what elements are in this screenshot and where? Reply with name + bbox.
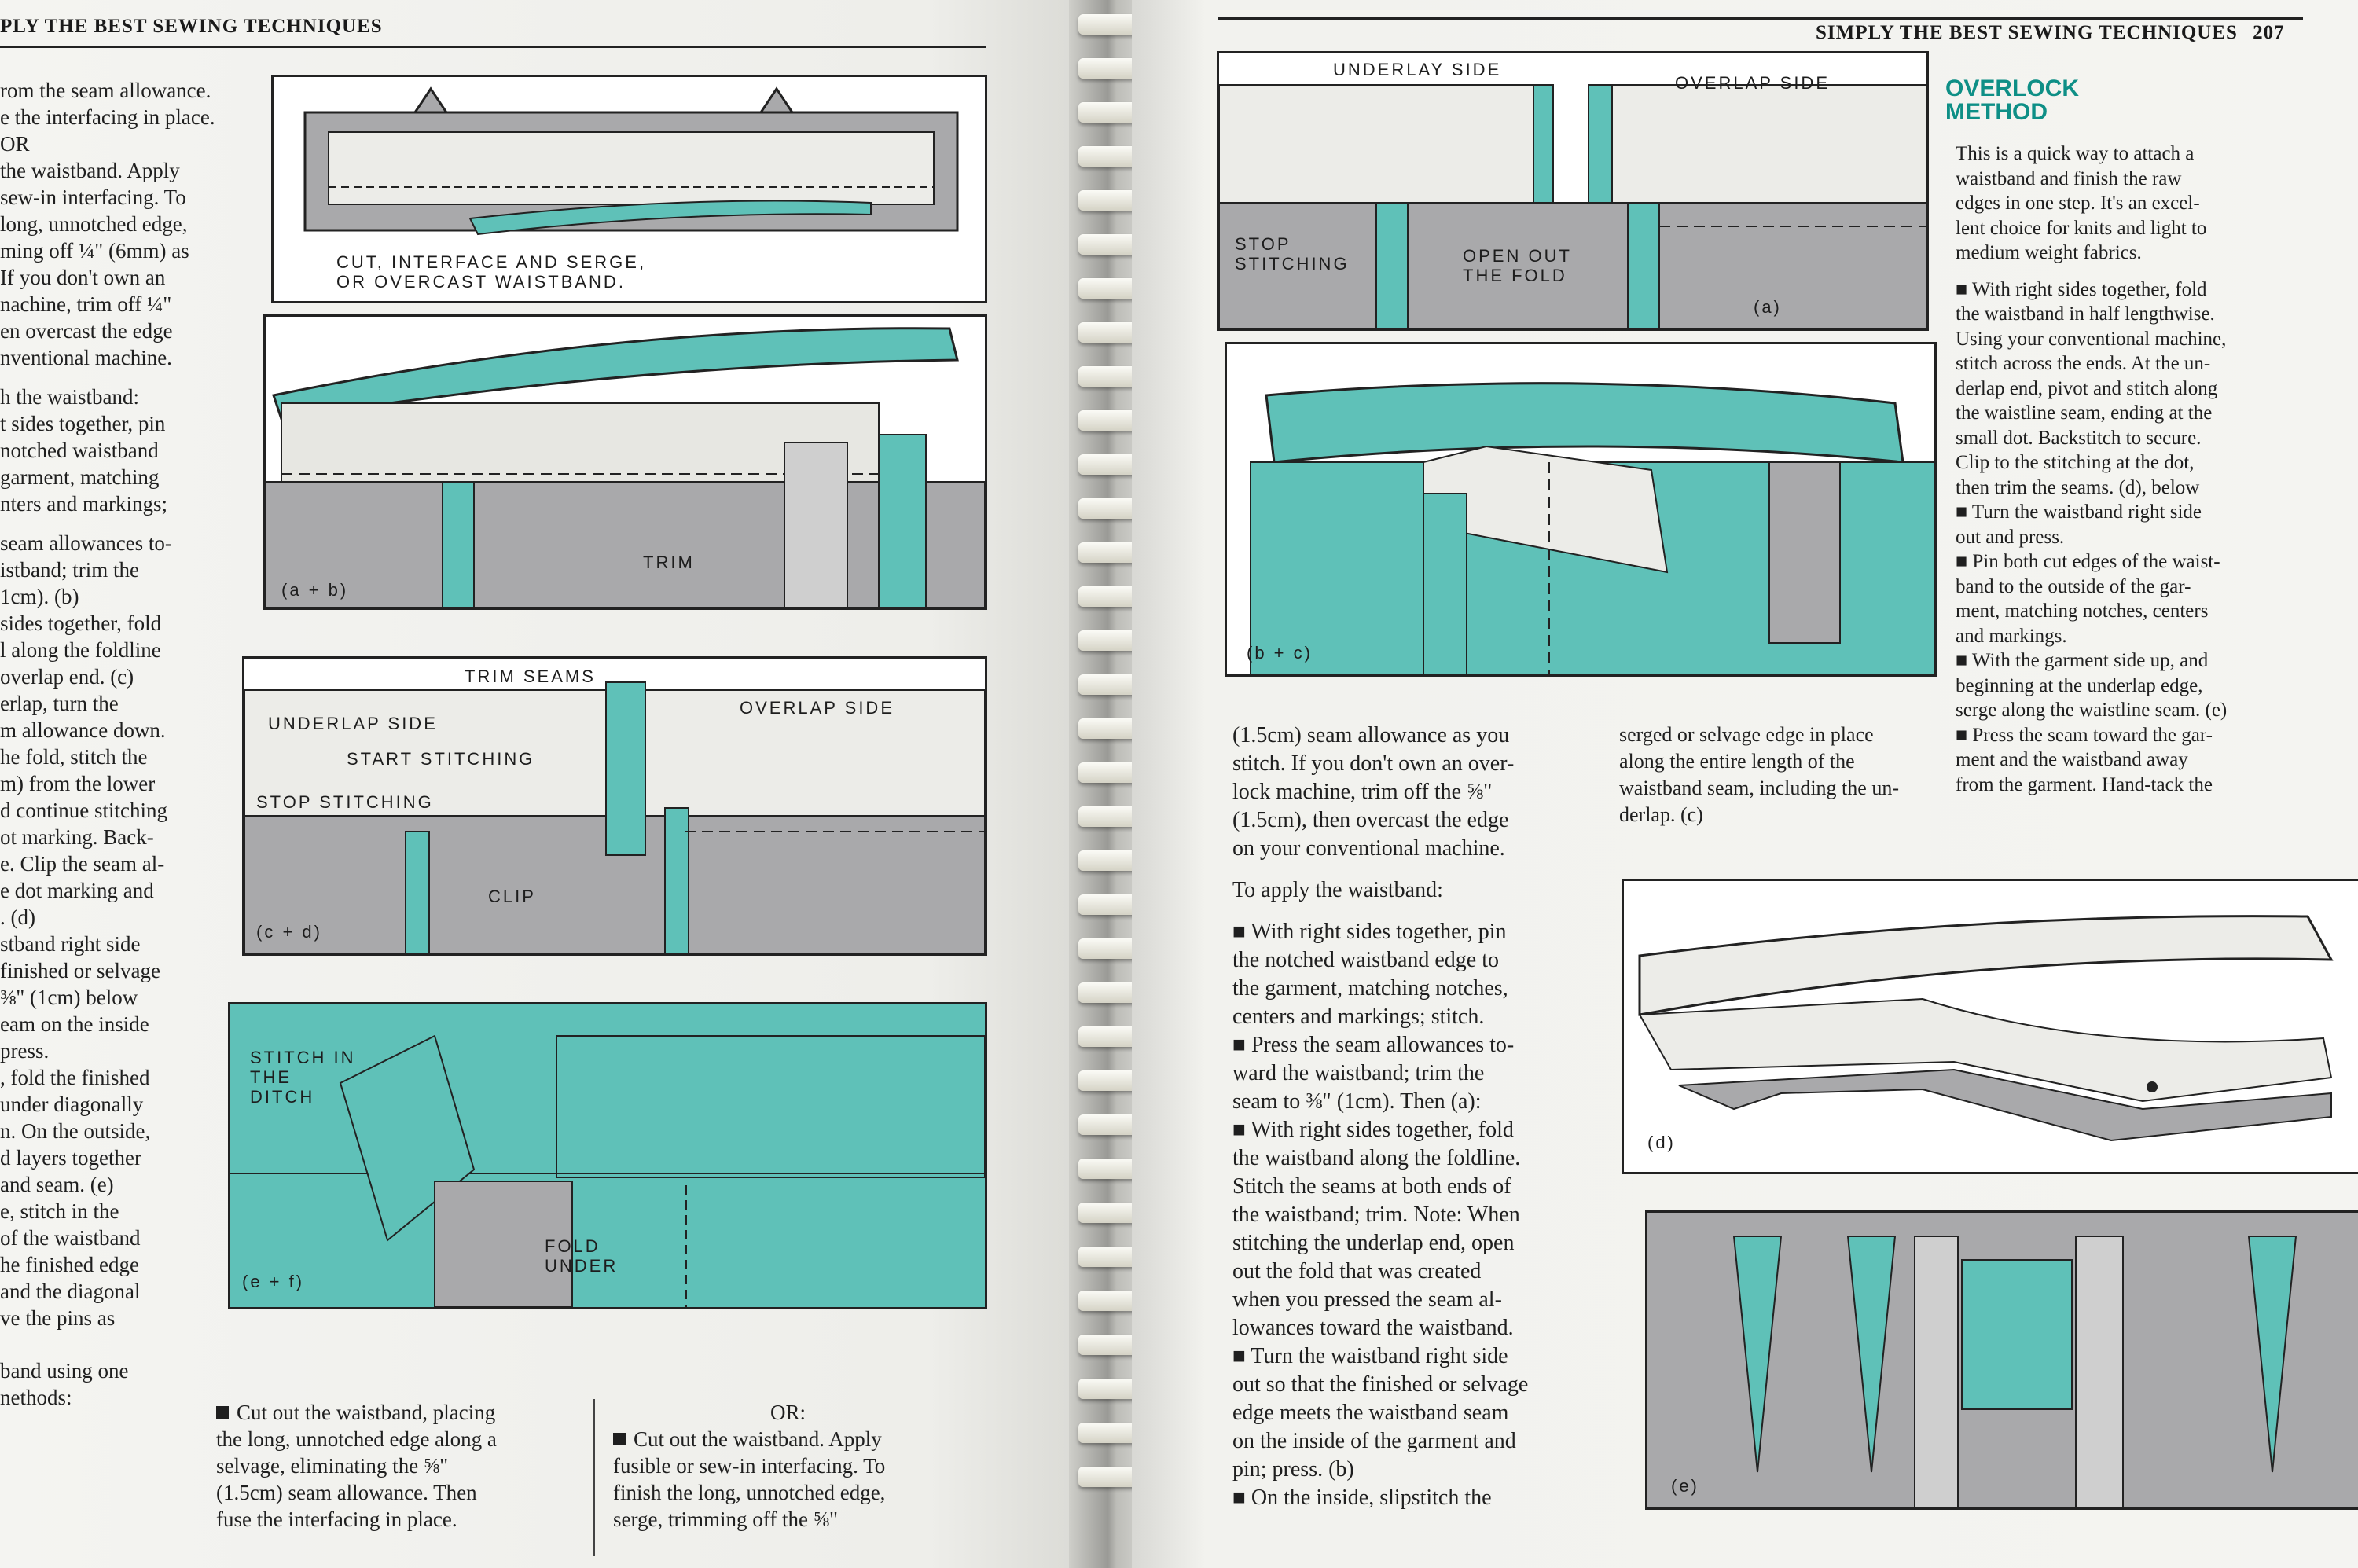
left-head-rule (0, 46, 986, 48)
left-page (0, 0, 1093, 1568)
figure-d-drawing (1624, 881, 2358, 1172)
fig4-fold-under-1: FOLD (545, 1236, 601, 1256)
text-line: ment and the waistband away (1956, 749, 2188, 770)
text-line: press. (0, 1039, 50, 1063)
text-line: ■ On the inside, slipstitch the (1232, 1485, 1492, 1510)
overlock-subhead (1945, 77, 2079, 124)
text-line (0, 1345, 215, 1357)
text-line (0, 517, 215, 530)
fig4-label: (e + f) (242, 1272, 305, 1291)
right-running-head (1816, 22, 2285, 44)
text-line: on the inside of the garment and (1232, 1428, 1516, 1453)
text-line: and the diagonal (0, 1280, 141, 1304)
fig3-clip: CLIP (488, 887, 536, 906)
text-line: ■ Turn the waistband right side (1232, 1343, 1508, 1368)
text-line: l along the foldline (0, 638, 161, 663)
text-line: erlap, turn the (0, 692, 119, 716)
text-line: ■ Pin both cut edges of the waist- (1956, 551, 2220, 572)
text-line: derlap end, pivot and stitch along (1956, 377, 2218, 399)
text-line: fusible or sew-in interfacing. To (613, 1454, 886, 1478)
text-line: the waistband; trim. Note: When (1232, 1202, 1520, 1227)
figure-cut-interface-drawing (274, 77, 985, 301)
text-line: ve the pins as (0, 1306, 116, 1331)
text-line: ment, matching notches, centers (1956, 600, 2209, 622)
fig3-stop-stitching: STOP STITCHING (256, 792, 434, 812)
text-line: the waistband along the foldline. (1232, 1145, 1521, 1170)
text-line: long, unnotched edge, (0, 212, 188, 236)
right-mid-column (1232, 722, 1528, 1512)
text-line: band using one (0, 1358, 129, 1383)
text-line: nethods: (0, 1385, 72, 1409)
text-line: then trim the seams. (d), below (1956, 476, 2200, 498)
text-line: beginning at the underlap edge, (1956, 674, 2203, 696)
text-line: and markings. (1956, 625, 2067, 647)
text-line: ■ With right sides together, fold (1956, 278, 2207, 300)
text-line: small dot. Backstitch to secure. (1956, 427, 2202, 449)
text-line: out and press. (1956, 526, 2065, 548)
text-line: sew-in interfacing. To (0, 185, 186, 209)
fig2-callout-trim: TRIM (643, 553, 695, 572)
text-line: under diagonally (0, 1092, 144, 1117)
text-line: This is a quick way to attach a (1956, 143, 2195, 164)
text-line: pin; press. (b) (1232, 1456, 1354, 1482)
text-line: overlap end. (c) (0, 665, 134, 689)
figure-bc (1225, 342, 1937, 677)
text-line: If you don't own an (0, 266, 166, 289)
text-line: garment, matching (0, 465, 160, 490)
text-line: band to the outside of the gar- (1956, 575, 2191, 597)
text-line: . (d) (0, 905, 35, 930)
figa-overlap-side: OVERLAP SIDE (1675, 73, 1830, 93)
figure-e (1645, 1210, 2358, 1510)
text-line: ■ With right sides together, fold (1232, 1117, 1514, 1142)
subhead-line: METHOD (1945, 99, 2048, 125)
text-line: ming off ¼" (6mm) as (0, 239, 189, 263)
fig2-label: (a + b) (281, 580, 349, 600)
text-line: waistband and finish the raw (1956, 167, 2182, 189)
text-line: serged or selvage edge in place (1619, 723, 1874, 746)
text-line: (1.5cm), then overcast the edge (1232, 808, 1509, 832)
fige-label: (e) (1671, 1476, 1699, 1496)
text-line: (1.5cm) seam allowance as you (1232, 723, 1510, 747)
figbc-label: (b + c) (1247, 643, 1313, 663)
text-line (1232, 863, 1528, 876)
text-line: out the fold that was created (1232, 1258, 1482, 1283)
text-line: stband right side (0, 932, 141, 957)
text-line (1956, 266, 2227, 277)
text-line: when you pressed the seam al- (1232, 1287, 1502, 1312)
figure-bc-drawing (1227, 344, 1934, 674)
figure-ab-drawing (266, 317, 985, 608)
text-line: d continue stitching (0, 799, 167, 823)
fig3-trim-seams: TRIM SEAMS (465, 666, 596, 686)
text-line: ■ With right sides together, pin (1232, 919, 1507, 944)
text-line: e, stitch in the (0, 1199, 119, 1224)
text-line: on your conventional machine. (1232, 836, 1505, 861)
text-line (0, 371, 215, 384)
text-line: m) from the lower (0, 772, 156, 796)
text-line: medium weight fabrics. (1956, 242, 2142, 263)
fig4-fold-under-2: UNDER (545, 1256, 619, 1276)
text-line: ward the waistband; trim the (1232, 1060, 1485, 1085)
fig3-overlap-side: OVERLAP SIDE (740, 698, 894, 718)
text-line: the waistline seam, ending at the (1956, 402, 2213, 424)
text-line: fuse the interfacing in place. (216, 1507, 457, 1531)
text-line: the notched waistband edge to (1232, 947, 1500, 972)
text-line: lock machine, trim off the ⅝" (1232, 780, 1493, 804)
or-label: OR: (770, 1401, 806, 1424)
text-line: stitch across the ends. At the un- (1956, 353, 2211, 374)
text-line: ■ Press the seam allowances to- (1232, 1032, 1515, 1057)
bullet-square (613, 1433, 626, 1445)
text-line: edge meets the waistband seam (1232, 1400, 1509, 1425)
figure-a-drawing (1219, 53, 1926, 329)
text-line: the waistband in half lengthwise. (1956, 303, 2215, 325)
fig4-stitch-line2: THE (250, 1067, 292, 1087)
text-line: finish the long, unnotched edge, (613, 1481, 886, 1504)
text-line: of the waistband (0, 1226, 141, 1250)
figure-d (1622, 879, 2358, 1174)
text-line: he finished edge (0, 1253, 139, 1277)
text-line: centers and markings; stitch. (1232, 1004, 1485, 1029)
left-text-column (0, 77, 215, 1411)
column-divider (593, 1399, 595, 1556)
figa-stop-1: STOP (1235, 234, 1291, 254)
text-line: nachine, trim off ¼" (0, 292, 172, 316)
text-line: istband; trim the (0, 558, 139, 582)
text-line: Cut out the waistband. Apply (634, 1427, 882, 1451)
fig3-underlap-side: UNDERLAP SIDE (268, 714, 438, 733)
left-bottom-col2 (613, 1399, 885, 1533)
right-mid-column-2 (1619, 722, 1899, 828)
text-line: seam allowances to- (0, 531, 172, 556)
right-head-rule (1218, 17, 2303, 20)
text-line: eam on the inside (0, 1012, 149, 1037)
figure-ab (263, 314, 987, 610)
text-line (1232, 905, 1528, 918)
right-page (1132, 0, 2358, 1568)
text-line: lent choice for knits and light to (1956, 217, 2207, 239)
text-line: rom the seam allowance. (0, 79, 211, 102)
text-line: seam to ⅜" (1cm). Then (a): (1232, 1089, 1482, 1114)
text-line: e. Clip the seam al- (0, 852, 165, 876)
figure-ef-drawing (230, 1004, 985, 1307)
text-line: stitching the underlap end, open (1232, 1230, 1515, 1255)
text-line: out so that the finished or selvage (1232, 1372, 1529, 1397)
bullet-square (216, 1406, 229, 1419)
figure-cd (242, 656, 987, 956)
figa-underlay-side: UNDERLAY SIDE (1333, 60, 1502, 79)
text-line: nters and markings; (0, 492, 167, 516)
text-line: the garment, matching notches, (1232, 975, 1508, 1001)
text-line: , fold the finished (0, 1066, 150, 1090)
figure-cut-interface (271, 75, 987, 303)
text-line: ■ With the garment side up, and (1956, 650, 2209, 671)
text-line: derlap. (c) (1619, 803, 1703, 826)
text-line: selvage, eliminating the ⅝" (216, 1454, 449, 1478)
fig4-stitch-line3: DITCH (250, 1087, 315, 1107)
fig3-start-stitching: START STITCHING (347, 749, 535, 769)
text-line: stitch. If you don't own an over- (1232, 751, 1515, 776)
text-line: n. On the outside, (0, 1119, 151, 1144)
figure-cd-drawing (244, 659, 985, 953)
text-line: Stitch the seams at both ends of (1232, 1173, 1511, 1199)
figd-label: (d) (1647, 1133, 1676, 1152)
figa-label: (a) (1754, 297, 1782, 317)
page-number: 207 (2253, 22, 2285, 43)
text-line: t sides together, pin (0, 412, 166, 436)
subhead-line: OVERLOCK (1945, 75, 2080, 101)
text-line: sides together, fold (0, 611, 162, 636)
fig3-label: (c + d) (256, 922, 322, 942)
text-line: he fold, stitch the (0, 745, 148, 769)
text-line: d layers together (0, 1146, 141, 1170)
text-line: ■ Press the seam toward the gar- (1956, 724, 2213, 746)
text-line: (1.5cm) seam allowance. Then (216, 1481, 477, 1504)
text-line: m allowance down. (0, 718, 166, 743)
running-head-text: SIMPLY THE BEST SEWING TECHNIQUES (1816, 22, 2238, 43)
figure-e-drawing (1647, 1213, 2358, 1507)
text-line: e dot marking and (0, 879, 154, 903)
text-line: OR (0, 132, 30, 156)
text-line: serge, trimming off the ⅝" (613, 1507, 838, 1531)
text-line: along the entire length of the (1619, 750, 1855, 773)
text-line: 1cm). (b) (0, 585, 79, 609)
text-line (0, 1331, 215, 1344)
text-line: serge along the waistline seam. (e) (1956, 700, 2228, 721)
right-side-column (1956, 141, 2227, 797)
text-line: Cut out the waistband, placing (237, 1401, 496, 1424)
text-line: the waistband. Apply (0, 159, 180, 182)
text-line: notched waistband (0, 439, 159, 463)
text-line: finished or selvage (0, 959, 160, 983)
figa-open-1: OPEN OUT (1463, 246, 1572, 266)
figure-a (1217, 51, 1929, 331)
text-line: waistband seam, including the un- (1619, 777, 1899, 799)
text-line: en overcast the edge (0, 319, 173, 343)
figure-ef (228, 1002, 987, 1309)
text-line: nventional machine. (0, 346, 172, 369)
left-bottom-col1 (216, 1399, 497, 1533)
text-line: the long, unnotched edge along a (216, 1427, 497, 1451)
text-line: ot marking. Back- (0, 825, 154, 850)
text-line: ■ Turn the waistband right side (1956, 501, 2202, 523)
text-line: h the waistband: (0, 385, 139, 409)
fig1-caption-line1: CUT, INTERFACE AND SERGE, (336, 252, 647, 272)
left-running-head: PLY THE BEST SEWING TECHNIQUES (0, 16, 383, 37)
text-line: e the interfacing in place. (0, 105, 215, 129)
text-line: and seam. (e) (0, 1173, 114, 1197)
figa-stop-2: STITCHING (1235, 254, 1350, 274)
text-line: To apply the waistband: (1232, 877, 1443, 902)
text-line: Clip to the stitching at the dot, (1956, 452, 2195, 473)
fig4-stitch-line1: STITCH IN (250, 1048, 356, 1067)
figa-open-2: THE FOLD (1463, 266, 1567, 285)
text-line: from the garment. Hand-tack the (1956, 773, 2213, 795)
fig1-caption-line2: OR OVERCAST WAISTBAND. (336, 272, 626, 292)
text-line: edges in one step. It's an excel- (1956, 193, 2200, 214)
text-line: lowances toward the waistband. (1232, 1315, 1514, 1340)
text-line: ⅜" (1cm) below (0, 986, 138, 1010)
text-line: Using your conventional machine, (1956, 328, 2227, 350)
